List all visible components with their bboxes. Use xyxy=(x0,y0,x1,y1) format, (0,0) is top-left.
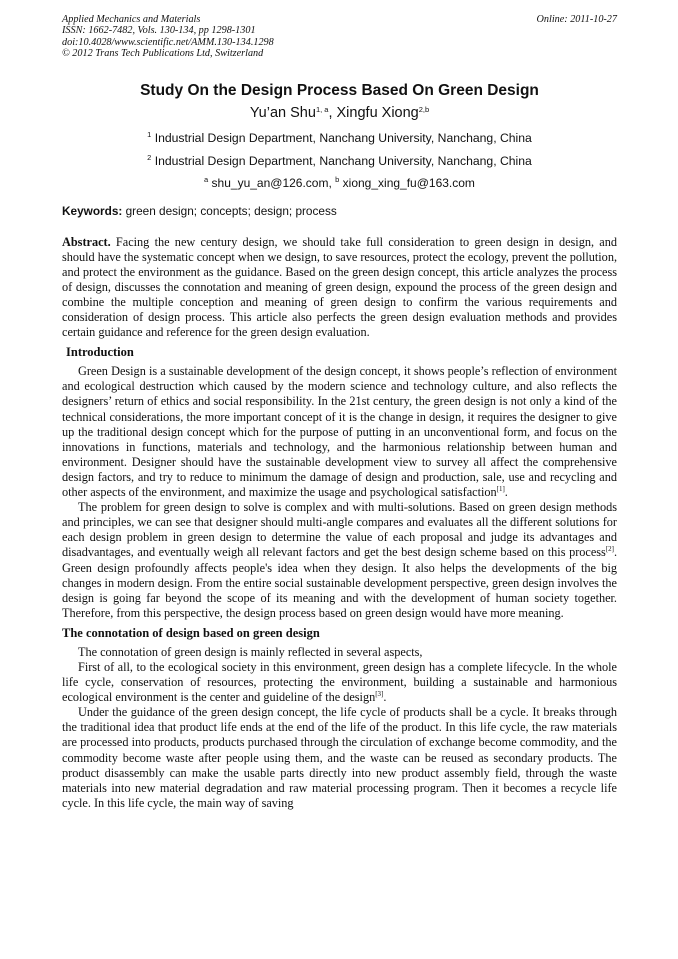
introduction-p1-text: Green Design is a sustainable development of the design concept, it shows people’s reflection of environment and ecological destruction which caused by the modern science and technology culture, and also reflects the designers’ return of ethics and social responsibility. In the 21st century, the green design is not only a kind of the technical considerations, the more important concept of it is the change in design, it requires the designer to give up the traditional design concept which for the purpose of putting in an unconventional form, and focus on the innovations in functions, materials and technology, and the harmonious relationship between human and environment. Designer should have the sustainable development view to survey all affect the comprehensive design factors, and try to reduce to minimum the damage of design and production, sale, use and recycling and other aspects of the environment, and maximize the usage and psychological satisfaction xyxy=(62,364,617,500)
introduction-p2-text: The problem for green design to solve is complex and with multi-solutions. Based on green design methods and principles, we can see that designer should multi-angle compares and evaluates all the different solutions for each design problem in green design to determine the value of each proposal and judge its advantages and disadvantages, and eventually weigh all relevant factors and get the best design scheme based on this process xyxy=(62,500,617,560)
introduction-paragraph-2 xyxy=(62,500,617,621)
connotation-heading: The connotation of design based on green design xyxy=(62,625,320,640)
affiliation-1 xyxy=(62,131,617,145)
doi-line: doi:10.4028/www.scientific.net/AMM.130-134.1298 xyxy=(62,36,274,48)
introduction-heading: Introduction xyxy=(66,345,134,360)
connotation-p2-text: First of all, to the ecological society in this environment, green design has a complete lifecycle. In the whole life cycle, conservation of resources, protecting the environment, building a sustainable and harmonious ecological environment is the center and guideline of the design xyxy=(62,659,617,705)
author-2-sup: 2,b xyxy=(418,104,430,114)
connotation-paragraph-1: The connotation of green design is mainly reflected in several aspects, xyxy=(78,644,423,659)
connotation-paragraph-2 xyxy=(62,660,617,705)
abstract-text: Facing the new century design, we should take full consideration to green design in design, and should have the systematic concept when we design, to save resources, protect the ecology, prevent the pollution, and protect the environment as the guidance. Based on the green design concept, this article analyzes the process of design, discusses the connotation and meaning of green design, expound the process of the green design and combine the multiple conception and meaning of green design to confirm the various requirements and consideration of design process. This article also perfects the green design evaluation methods and provides certain guidance and reference for the green design evaluation. xyxy=(62,234,617,340)
journal-name: Applied Mechanics and Materials xyxy=(62,14,201,25)
email-b[interactable]: xiong_xing_fu@163.com xyxy=(339,175,475,190)
paper-title: Study On the Design Process Based On Green Design xyxy=(140,81,539,99)
connotation-body xyxy=(62,645,617,811)
email-line xyxy=(62,176,617,190)
keywords-text: green design; concepts; design; process xyxy=(122,203,337,218)
citation-3[interactable]: [3] xyxy=(375,690,384,699)
affiliation-2-sup: 2 xyxy=(147,152,152,162)
author-separator: , xyxy=(328,104,337,121)
introduction-body xyxy=(62,364,617,621)
author-1-sup: 1, a xyxy=(315,104,329,114)
keywords-label: Keywords: xyxy=(62,203,123,218)
author-2-name: Xingfu Xiong xyxy=(336,104,419,121)
affiliation-1-sup: 1 xyxy=(147,129,152,139)
abstract xyxy=(62,235,617,341)
email-a-sup: a xyxy=(204,174,209,184)
paper-page xyxy=(62,14,617,811)
online-date: Online: 2011-10-27 xyxy=(536,14,617,25)
keywords xyxy=(62,204,617,218)
email-a[interactable]: shu_yu_an@126.com, xyxy=(208,175,336,190)
introduction-p2-end: . Green design profoundly affects people's idea when they design. It also helps the developments of the big changes in modern design. From the entire social sustainable development perspective, green design involves the design is going far beyond the scope of its meaning and with the development of human society together. Therefore, from this perspective, the design process based on green design would have more meaning. xyxy=(62,545,617,620)
connotation-p2-end: . xyxy=(383,690,387,705)
connotation-paragraph-3: Under the guidance of the green design concept, the life cycle of products shall be a cycle. It breaks through the traditional idea that product life ends at the end of the life of the product. In this life cycle, the raw materials are processed into products, products purchased through the circulation of exchange become commodity, and the commodity become waste after people using them, and the waste can be reused as secondary products. The product disassembly can make the usable parts directly into new product assembly field, through the waste materials into new material degradation and raw material processing program. Then it becomes a recycle life cycle. In this life cycle, the main way of saving xyxy=(62,705,617,810)
citation-1[interactable]: [1] xyxy=(496,485,505,494)
introduction-paragraph-1 xyxy=(62,364,617,500)
copyright-line: © 2012 Trans Tech Publications Ltd, Switzerland xyxy=(62,48,264,60)
email-b-sup: b xyxy=(335,174,340,184)
author-1-name: Yu’an Shu xyxy=(249,104,316,121)
introduction-p1-end: . xyxy=(504,485,508,500)
author-line xyxy=(62,104,617,122)
affiliation-2 xyxy=(62,154,617,168)
journal-header xyxy=(62,14,617,60)
affiliation-1-text: Industrial Design Department, Nanchang University, Nanchang, China xyxy=(151,130,532,145)
issn-line: ISSN: 1662-7482, Vols. 130-134, pp 1298-1301 xyxy=(62,25,256,37)
citation-2[interactable]: [2] xyxy=(605,545,614,554)
affiliation-2-text: Industrial Design Department, Nanchang University, Nanchang, China xyxy=(151,153,532,168)
abstract-label: Abstract. xyxy=(62,234,111,249)
